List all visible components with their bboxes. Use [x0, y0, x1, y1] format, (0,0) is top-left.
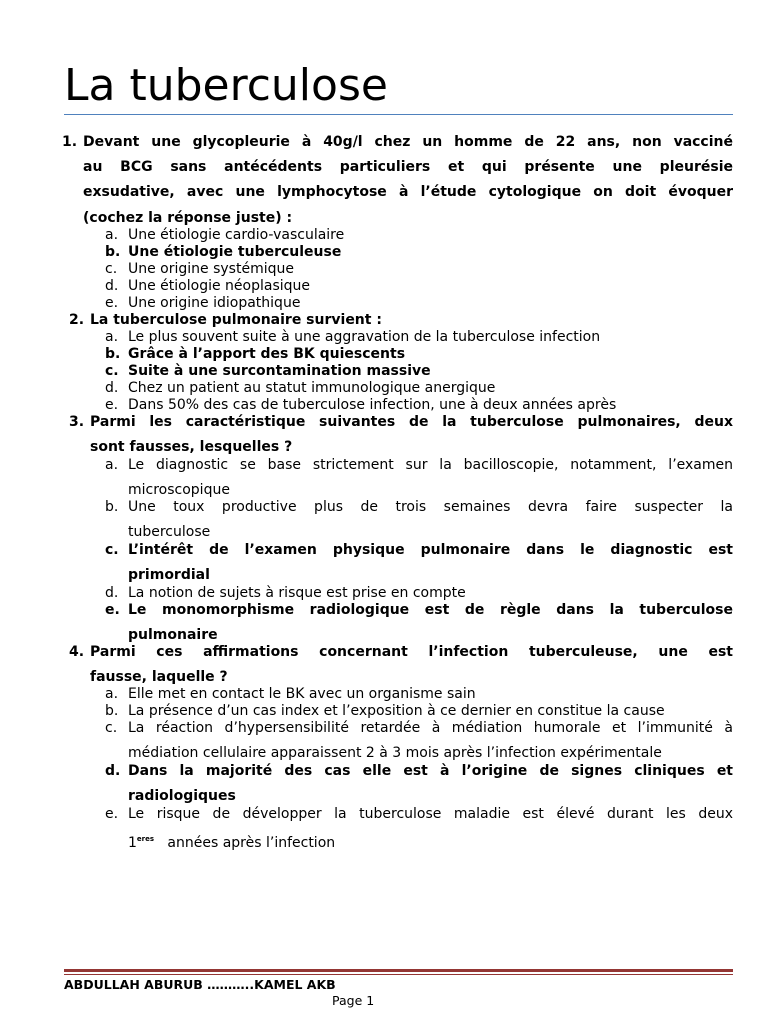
footer-page-number: Page 1: [332, 993, 375, 1008]
q2-option-e: Dans 50% des cas de tuberculose infection, une à deux années après: [128, 397, 617, 413]
q3-option-d-letter: d.: [105, 585, 119, 601]
q4-option-d-line-1: Dans la majorité des cas elle est à l’origine de signes cliniques et: [128, 763, 733, 779]
q2-option-d: Chez un patient au statut immunologique anergique: [128, 380, 496, 396]
q2-option-b: Grâce à l’apport des BK quiescents: [128, 346, 406, 362]
q4-option-e-letter: e.: [105, 806, 119, 822]
q3-option-e-line-1: Le monomorphisme radiologique est de règle dans la tuberculose: [128, 602, 733, 618]
q1-option-b-letter: b.: [105, 244, 121, 260]
question-2-line-1: La tuberculose pulmonaire survient :: [90, 312, 382, 328]
q3-option-c-line-1: L’intérêt de l’examen physique pulmonaire dans le diagnostic est: [128, 542, 733, 558]
q4-option-a-letter: a.: [105, 686, 119, 702]
footer-rule-thin: [64, 974, 733, 975]
question-2-number: 2.: [69, 312, 85, 328]
question-3-line-1: Parmi les caractéristique suivantes de la tuberculose pulmonaires, deux: [90, 414, 733, 430]
q4-option-e-line-1: Le risque de développer la tuberculose maladie est élevé durant les deux: [128, 806, 733, 822]
q4-option-a: Elle met en contact le BK avec un organisme sain: [128, 686, 476, 702]
ordinal-number: 1: [128, 835, 137, 851]
q3-option-a-line-1: Le diagnostic se base strictement sur la bacilloscopie, notamment, l’examen: [128, 457, 733, 473]
q2-option-c: Suite à une surcontamination massive: [128, 363, 431, 379]
q2-option-e-letter: e.: [105, 397, 119, 413]
q2-option-c-letter: c.: [105, 363, 119, 379]
q1-option-a-letter: a.: [105, 227, 119, 243]
question-1-line-2: au BCG sans antécédents particuliers et qui présente une pleurésie: [83, 159, 733, 175]
ordinal-superscript: eres: [136, 835, 155, 843]
q3-option-c-line-2: primordial: [128, 567, 210, 583]
q1-option-e-letter: e.: [105, 295, 119, 311]
q4-option-e-line-2: [128, 831, 335, 852]
question-1-line-1: Devant une glycopleurie à 40g/l chez un homme de 22 ans, non vacciné: [83, 134, 733, 150]
q4-option-b-letter: b.: [105, 703, 119, 719]
footer-rule-thick: [64, 969, 733, 972]
q1-option-a: Une étiologie cardio-vasculaire: [128, 227, 345, 243]
question-1-line-4: (cochez la réponse juste) :: [83, 210, 293, 226]
q3-option-b-letter: b.: [105, 499, 119, 515]
question-4-number: 4.: [69, 644, 85, 660]
question-3-number: 3.: [69, 414, 85, 430]
q4-option-d-letter: d.: [105, 763, 121, 779]
question-3-line-2: sont fausses, lesquelles ?: [90, 439, 293, 455]
q4-option-c-line-1: La réaction d’hypersensibilité retardée à médiation humorale et l’immunité à: [128, 720, 733, 736]
q4-option-e-tail: années après l’infection: [167, 835, 336, 851]
question-1-line-3: exsudative, avec une lymphocytose à l’étude cytologique on doit évoquer: [83, 184, 733, 200]
q3-option-e-line-2: pulmonaire: [128, 627, 218, 643]
q3-option-e-letter: e.: [105, 602, 120, 618]
q1-option-b: Une étiologie tuberculeuse: [128, 244, 342, 260]
question-4-line-1: Parmi ces affirmations concernant l’infection tuberculeuse, une est: [90, 644, 733, 660]
q2-option-b-letter: b.: [105, 346, 121, 362]
q4-option-d-line-2: radiologiques: [128, 788, 236, 804]
q4-option-c-line-2: médiation cellulaire apparaissent 2 à 3 mois après l’infection expérimentale: [128, 745, 662, 761]
q3-option-d: La notion de sujets à risque est prise en compte: [128, 585, 466, 601]
question-4-line-2: fausse, laquelle ?: [90, 669, 228, 685]
page-title: La tuberculose: [64, 60, 388, 111]
question-1-number: 1.: [62, 134, 78, 150]
q4-option-b: La présence d’un cas index et l’exposition à ce dernier en constitue la cause: [128, 703, 665, 719]
footer-author: ABDULLAH ABURUB ………..KAMEL AKB: [64, 977, 336, 992]
q3-option-b-line-1: Une toux productive plus de trois semaines devra faire suspecter la: [128, 499, 733, 515]
q2-option-d-letter: d.: [105, 380, 119, 396]
q1-option-c-letter: c.: [105, 261, 118, 277]
q1-option-d: Une étiologie néoplasique: [128, 278, 310, 294]
q3-option-a-letter: a.: [105, 457, 119, 473]
q3-option-c-letter: c.: [105, 542, 119, 558]
q2-option-a-letter: a.: [105, 329, 119, 345]
q2-option-a: Le plus souvent suite à une aggravation de la tuberculose infection: [128, 329, 601, 345]
q3-option-b-line-2: tuberculose: [128, 524, 211, 540]
q3-option-a-line-2: microscopique: [128, 482, 230, 498]
q1-option-c: Une origine systémique: [128, 261, 294, 277]
q1-option-e: Une origine idiopathique: [128, 295, 301, 311]
q1-option-d-letter: d.: [105, 278, 119, 294]
q4-option-c-letter: c.: [105, 720, 118, 736]
